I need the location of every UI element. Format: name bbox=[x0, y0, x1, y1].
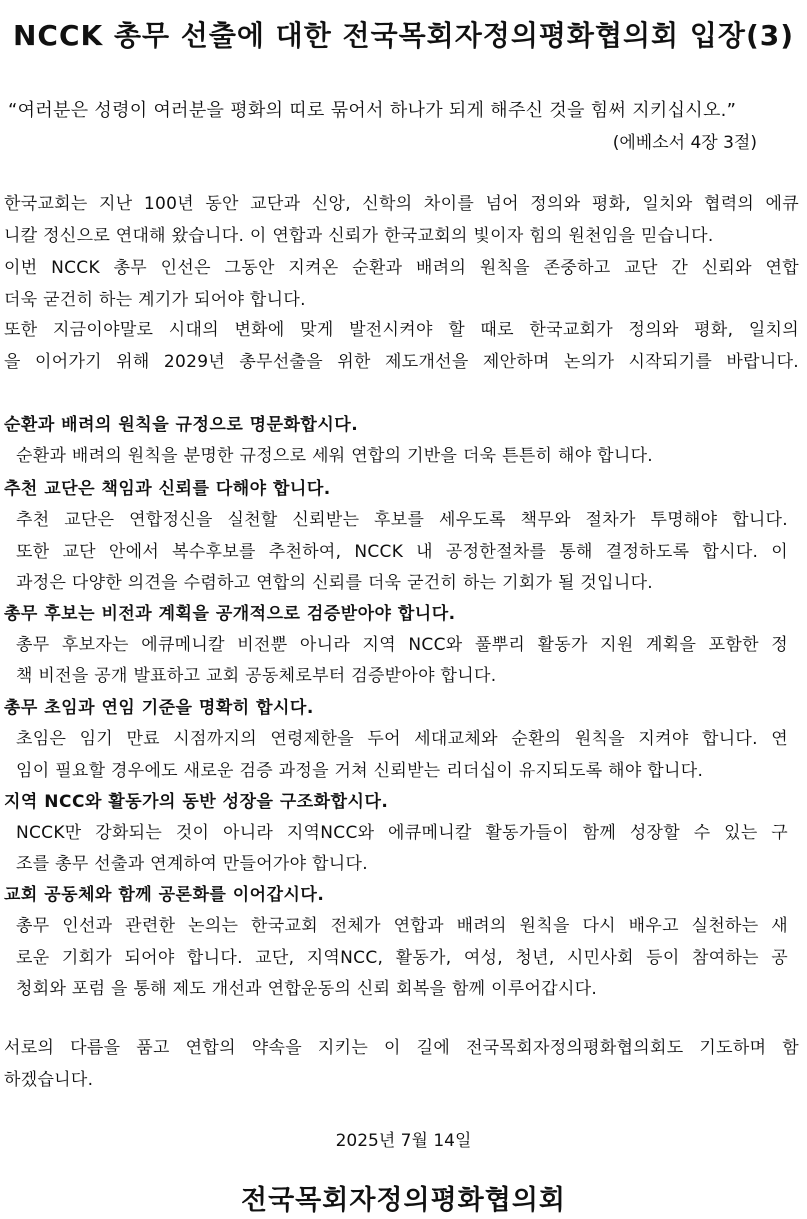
closing-paragraph bbox=[4, 1032, 799, 1096]
intro-line: 니칼 정신으로 연대해 왔습니다. 이 연합과 신뢰가 한국교회의 빛이자 힘의 원천임을 믿습니다. bbox=[4, 226, 714, 246]
document-title: NCCK 총무 선출에 대한 전국목회자정의평화협의회 입장(3) bbox=[12, 19, 795, 52]
organization-name: 전국목회자정의평화협의회 bbox=[241, 1185, 566, 1216]
section-line: 순환과 배려의 원칙을 분명한 규정으로 세워 연합의 기반을 더욱 튼튼히 해야 합니다. bbox=[16, 446, 653, 466]
section-heading: 총무 초임과 연임 기준을 명확히 합시다. bbox=[4, 698, 314, 718]
intro-line: 이번 NCCK 총무 인선은 그동안 지켜온 순환과 배려의 원칙을 존중하고 교단 간 신뢰와 연합 bbox=[4, 258, 799, 278]
intro-line: 또한 지금이야말로 시대의 변화에 맞게 발전시켜야 할 때로 한국교회가 정의와 평화, 일치의 bbox=[4, 320, 799, 340]
section-line: 로운 기회가 되어야 합니다. 교단, 지역NCC, 활동가, 여성, 청년, 시민사회 등이 참여하는 공 bbox=[16, 948, 788, 968]
section-line: 책 비전을 공개 발표하고 교회 공동체로부터 검증받아야 합니다. bbox=[16, 666, 497, 686]
section-heading: 순환과 배려의 원칙을 규정으로 명문화합시다. bbox=[4, 415, 359, 435]
section-line: 총무 후보자는 에큐메니칼 비전뿐 아니라 지역 NCC와 풀뿌리 활동가 지원 계획을 포함한 정 bbox=[16, 635, 788, 655]
section-heading: 지역 NCC와 활동가의 동반 성장을 구조화합시다. bbox=[4, 792, 389, 812]
bible-verse: “여러분은 성령이 여러분을 평화의 띠로 묶어서 하나가 되게 해주신 것을 힘써 지키십시오.” bbox=[8, 100, 737, 121]
intro-paragraph bbox=[4, 314, 799, 378]
closing-line: 서로의 다름을 품고 연합의 약속을 지키는 이 길에 전국목회자정의평화협의회도 기도하며 함 bbox=[4, 1038, 799, 1058]
section-heading: 교회 공동체와 함께 공론화를 이어갑시다. bbox=[4, 885, 325, 905]
intro-line: 을 이어가기 위해 2029년 총무선출을 위한 제도개선을 제안하며 논의가 시작되기를 바랍니다. bbox=[4, 352, 799, 372]
closing-line: 하겠습니다. bbox=[4, 1070, 94, 1090]
section-line: 과정은 다양한 의견을 수렴하고 연합의 신뢰를 더욱 굳건히 하는 기회가 될 것입니다. bbox=[16, 573, 653, 593]
section-line: NCCK만 강화되는 것이 아니라 지역NCC와 에큐메니칼 활동가들이 함께 성장할 수 있는 구 bbox=[16, 823, 788, 843]
intro-paragraph bbox=[4, 188, 799, 252]
intro-paragraph bbox=[4, 252, 799, 316]
section-heading: 총무 후보는 비전과 계획을 공개적으로 검증받아야 합니다. bbox=[4, 604, 456, 624]
section-line: 추천 교단은 연합정신을 실천할 신뢰받는 후보를 세우도록 책무와 절차가 투명해야 합니다. bbox=[16, 510, 788, 530]
document-date: 2025년 7월 14일 bbox=[335, 1131, 472, 1151]
section-line: 초임은 임기 만료 시점까지의 연령제한을 두어 세대교체와 순환의 원칙을 지켜야 합니다. 연 bbox=[16, 729, 788, 749]
section-line: 임이 필요할 경우에도 새로운 검증 과정을 거쳐 신뢰받는 리더십이 유지되도록 해야 합니다. bbox=[16, 761, 704, 781]
section-line: 또한 교단 안에서 복수후보를 추천하여, NCCK 내 공정한절차를 통해 결정하도록 합시다. 이 bbox=[16, 542, 788, 562]
verse-reference: (에베소서 4장 3절) bbox=[612, 133, 757, 153]
intro-line: 더욱 굳건히 하는 계기가 되어야 합니다. bbox=[4, 290, 306, 310]
section-line: 총무 인선과 관련한 논의는 한국교회 전체가 연합과 배려의 원칙을 다시 배우고 실천하는 새 bbox=[16, 916, 788, 936]
intro-line: 한국교회는 지난 100년 동안 교단과 신앙, 신학의 차이를 넘어 정의와 평화, 일치와 협력의 에큐 bbox=[4, 194, 799, 214]
section-line: 조를 총무 선출과 연계하여 만들어가야 합니다. bbox=[16, 854, 368, 874]
section-line: 청회와 포럼 을 통해 제도 개선과 연합운동의 신뢰 회복을 함께 이루어갑시다. bbox=[16, 979, 598, 999]
section-heading: 추천 교단은 책임과 신뢰를 다해야 합니다. bbox=[4, 479, 331, 499]
